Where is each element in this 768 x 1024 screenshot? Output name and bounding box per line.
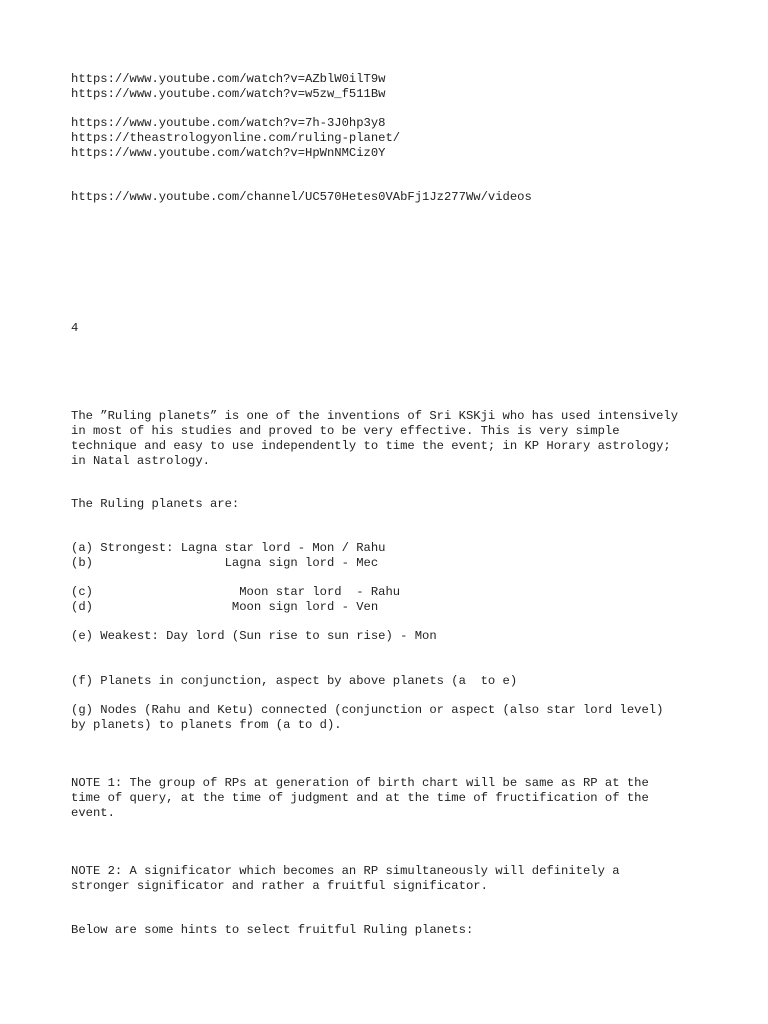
item-c: (c) Moon star lord - Rahu xyxy=(71,585,401,599)
intro-line-4: in Natal astrology. xyxy=(71,454,210,468)
link-youtube-channel[interactable]: https://www.youtube.com/channel/UC570Hetes0VAbFj1Jz277Ww/videos xyxy=(71,190,532,204)
item-a: (a) Strongest: Lagna star lord - Mon / Rahu xyxy=(71,541,386,555)
intro-line-3: technique and easy to use independently to time the event; in KP Horary astrology; xyxy=(71,439,671,453)
link-youtube-4[interactable]: https://www.youtube.com/watch?v=HpWnNMCiz0Y xyxy=(71,146,386,160)
item-f: (f) Planets in conjunction, aspect by above planets (a to e) xyxy=(71,674,518,688)
page-number: 4 xyxy=(71,321,79,335)
link-youtube-3[interactable]: https://www.youtube.com/watch?v=7h-3J0hp3y8 xyxy=(71,116,386,130)
intro-line-2: in most of his studies and proved to be very effective. This is very simple xyxy=(71,424,620,438)
item-e: (e) Weakest: Day lord (Sun rise to sun rise) - Mon xyxy=(71,629,437,643)
ruling-planets-heading: The Ruling planets are: xyxy=(71,497,240,511)
link-youtube-2[interactable]: https://www.youtube.com/watch?v=w5zw_f511Bw xyxy=(71,87,386,101)
note1-line-2: time of query, at the time of judgment and at the time of fructification of the xyxy=(71,791,649,805)
note2-line-2: stronger significator and rather a fruitful significator. xyxy=(71,879,488,893)
note1-line-1: NOTE 1: The group of RPs at generation of birth chart will be same as RP at the xyxy=(71,776,649,790)
link-astrology-online[interactable]: https://theastrologyonline.com/ruling-planet/ xyxy=(71,131,401,145)
hints-heading: Below are some hints to select fruitful Ruling planets: xyxy=(71,923,474,937)
item-d: (d) Moon sign lord - Ven xyxy=(71,600,379,614)
item-g-line-1: (g) Nodes (Rahu and Ketu) connected (conjunction or aspect (also star lord level) xyxy=(71,703,664,717)
intro-line-1: The ”Ruling planets” is one of the inventions of Sri KSKji who has used intensively xyxy=(71,409,679,423)
note2-line-1: NOTE 2: A significator which becomes an RP simultaneously will definitely a xyxy=(71,864,620,878)
link-youtube-1[interactable]: https://www.youtube.com/watch?v=AZblW0ilT9w xyxy=(71,72,386,86)
item-b: (b) Lagna sign lord - Mec xyxy=(71,556,379,570)
note1-line-3: event. xyxy=(71,806,115,820)
item-g-line-2: by planets) to planets from (a to d). xyxy=(71,718,342,732)
